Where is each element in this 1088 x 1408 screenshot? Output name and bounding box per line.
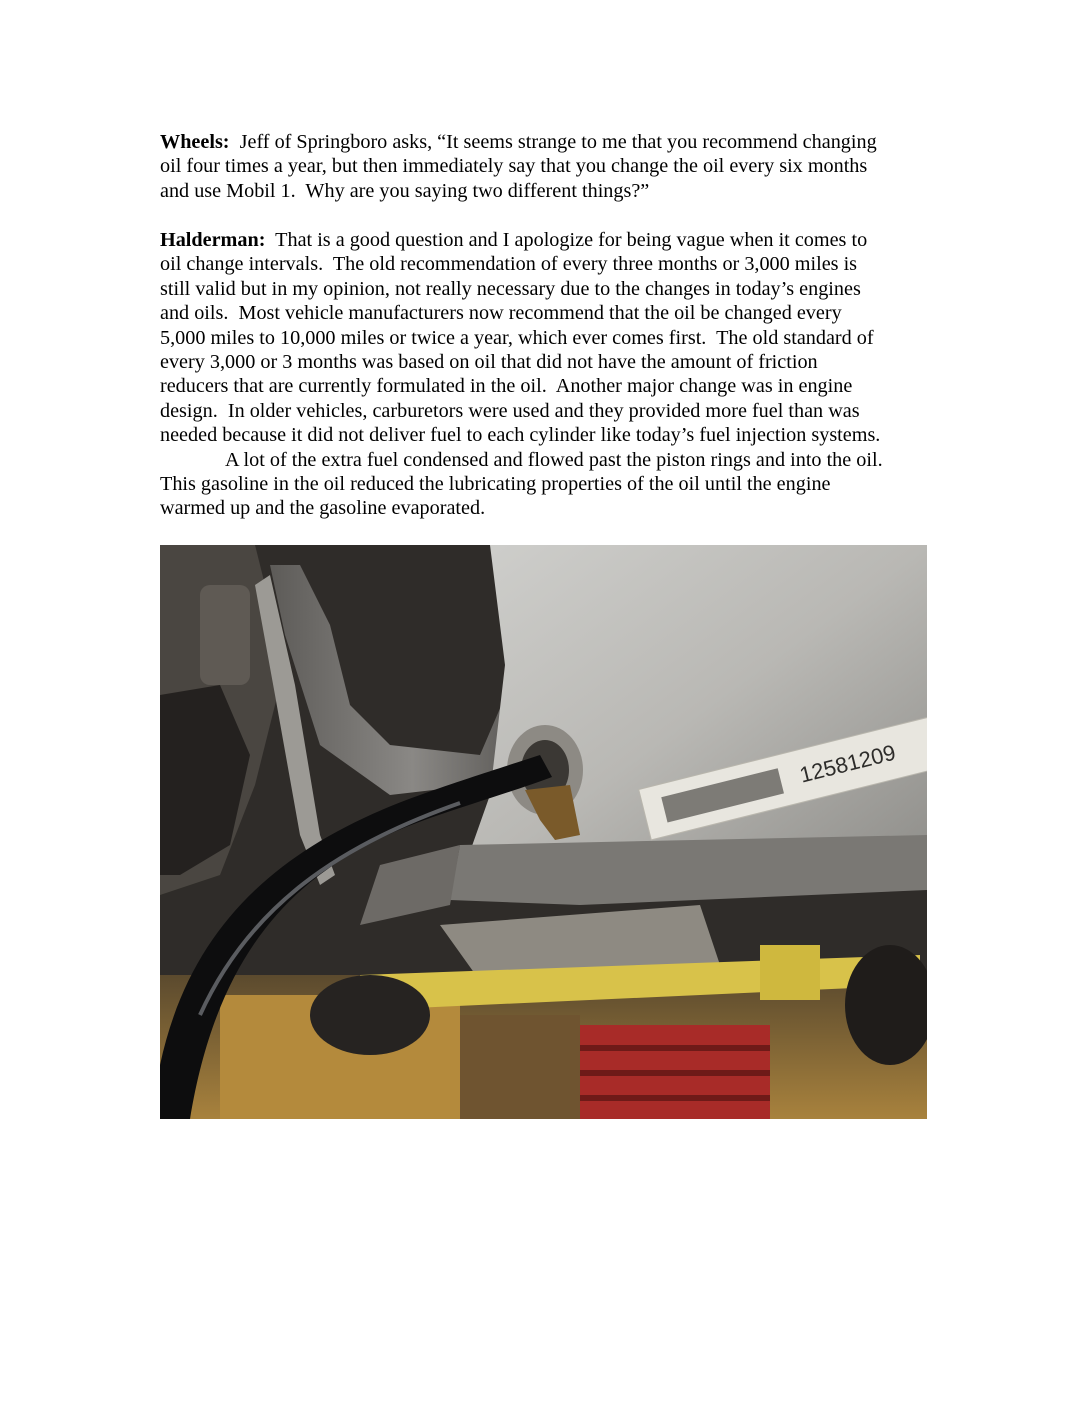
answer-paragraph [160, 228, 950, 521]
question-speaker: Wheels: [160, 131, 230, 153]
question-line-1 [160, 130, 950, 154]
question-line-1-text: Jeff of Springboro asks, “It seems strange to me that you recommend changing [229, 131, 877, 153]
answer-line-6: every 3,000 or 3 months was based on oil that did not have the amount of friction [160, 351, 818, 374]
answer-line-2: oil change intervals. The old recommendation of every three months or 3,000 miles is [160, 253, 858, 276]
oil-pan-drain-photo [160, 545, 927, 1119]
answer-line-10 [160, 448, 950, 472]
answer-line-7: reducers that are currently formulated in the oil. Another major change was in engine [160, 375, 853, 398]
answer-line-10-text: A lot of the extra fuel condensed and flowed past the piston rings and into the oil. [225, 448, 883, 471]
question-line-2: oil four times a year, but then immediately say that you change the oil every six months [160, 155, 868, 178]
answer-line-9: needed because it did not deliver fuel to each cylinder like today’s fuel injection systems. [160, 424, 881, 447]
question-paragraph [160, 130, 950, 203]
answer-line-1-text: That is a good question and I apologize for being vague when it comes to [265, 229, 868, 251]
answer-line-5: 5,000 miles to 10,000 miles or twice a year, which ever comes first. The old standard of [160, 326, 874, 349]
answer-line-11: This gasoline in the oil reduced the lubricating properties of the oil until the engine [160, 473, 831, 496]
answer-line-12: warmed up and the gasoline evaporated. [160, 497, 486, 520]
question-line-3: and use Mobil 1. Why are you saying two different things?” [160, 179, 650, 202]
answer-speaker: Halderman: [160, 229, 266, 251]
label-code: 12581209 [797, 739, 899, 788]
answer-line-1 [160, 228, 950, 252]
answer-line-8: design. In older vehicles, carburetors were used and they provided more fuel than was [160, 399, 860, 422]
answer-line-4: and oils. Most vehicle manufacturers now recommend that the oil be changed every [160, 302, 842, 325]
answer-line-3: still valid but in my opinion, not really necessary due to the changes in today’s engines [160, 277, 861, 300]
